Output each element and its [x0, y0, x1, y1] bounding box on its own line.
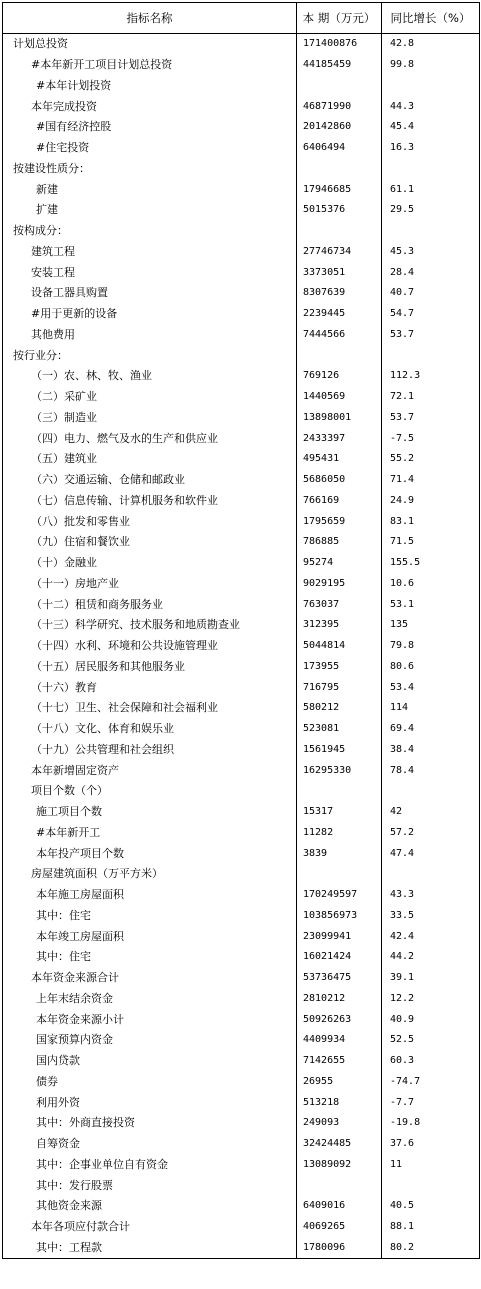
indicator-name-cell: 按行业分：	[3, 345, 297, 366]
table-row	[3, 719, 480, 740]
growth-rate-cell: 52.5	[382, 1030, 480, 1051]
growth-rate-cell: 44.2	[382, 947, 480, 968]
table-row	[3, 989, 480, 1010]
table-row	[3, 885, 480, 906]
current-value-cell: 8307639	[297, 283, 382, 304]
table-row	[3, 76, 480, 97]
current-value-cell: 786885	[297, 532, 382, 553]
indicator-name-cell: 房屋建筑面积（万平方米）	[3, 864, 297, 885]
indicator-name-cell: 其中：工程款	[3, 1238, 297, 1259]
table-row	[3, 677, 480, 698]
table-row	[3, 221, 480, 242]
growth-rate-cell: 53.1	[382, 594, 480, 615]
indicator-name-cell: 本年投产项目个数	[3, 843, 297, 864]
growth-rate-cell: 80.6	[382, 657, 480, 678]
growth-rate-cell: 55.2	[382, 449, 480, 470]
indicator-name-cell: 安装工程	[3, 262, 297, 283]
current-value-cell: 6409016	[297, 1196, 382, 1217]
growth-rate-cell	[382, 159, 480, 180]
table-row	[3, 843, 480, 864]
current-value-cell: 1795659	[297, 511, 382, 532]
table-row	[3, 864, 480, 885]
current-value-cell	[297, 781, 382, 802]
table-row	[3, 574, 480, 595]
table-body	[3, 34, 480, 1259]
current-value-cell: 17946685	[297, 179, 382, 200]
current-value-cell: 50926263	[297, 1009, 382, 1030]
indicator-name-cell: 计划总投资	[3, 34, 297, 55]
indicator-name-cell: （二）采矿业	[3, 387, 297, 408]
indicator-name-cell: 本年资金来源小计	[3, 1009, 297, 1030]
growth-rate-cell: 12.2	[382, 989, 480, 1010]
current-value-cell: 32424485	[297, 1134, 382, 1155]
growth-rate-cell: 69.4	[382, 719, 480, 740]
current-value-cell: 2433397	[297, 428, 382, 449]
growth-rate-cell: 42.4	[382, 926, 480, 947]
growth-rate-cell: 39.1	[382, 968, 480, 989]
current-value-cell: 15317	[297, 802, 382, 823]
table-row	[3, 781, 480, 802]
indicator-name-cell: 新建	[3, 179, 297, 200]
indicator-name-cell: 本年各项应付款合计	[3, 1217, 297, 1238]
growth-rate-cell: 24.9	[382, 491, 480, 512]
growth-rate-cell: 53.4	[382, 677, 480, 698]
table-row	[3, 96, 480, 117]
current-value-cell	[297, 1175, 382, 1196]
table-row	[3, 262, 480, 283]
indicator-name-cell: #本年新开工项目计划总投资	[3, 55, 297, 76]
growth-rate-cell: 44.3	[382, 96, 480, 117]
current-value-cell: 170249597	[297, 885, 382, 906]
indicator-name-cell: 设备工器具购置	[3, 283, 297, 304]
growth-rate-cell: 71.4	[382, 470, 480, 491]
growth-rate-cell: -19.8	[382, 1113, 480, 1134]
current-value-cell: 9029195	[297, 574, 382, 595]
current-value-cell: 53736475	[297, 968, 382, 989]
table-row	[3, 947, 480, 968]
table-row	[3, 532, 480, 553]
table-row	[3, 553, 480, 574]
growth-rate-cell: 72.1	[382, 387, 480, 408]
table-row	[3, 159, 480, 180]
growth-rate-cell: 42	[382, 802, 480, 823]
table-row	[3, 511, 480, 532]
table-row	[3, 304, 480, 325]
growth-rate-cell: 47.4	[382, 843, 480, 864]
indicator-name-cell: （十）金融业	[3, 553, 297, 574]
table-row	[3, 657, 480, 678]
table-row	[3, 1217, 480, 1238]
indicator-name-cell: （一）农、林、牧、渔业	[3, 366, 297, 387]
indicator-name-cell: 扩建	[3, 200, 297, 221]
current-value-cell: 13089092	[297, 1155, 382, 1176]
growth-rate-cell	[382, 781, 480, 802]
indicator-name-cell: 其中：住宅	[3, 906, 297, 927]
indicator-name-cell: （十一）房地产业	[3, 574, 297, 595]
table-row	[3, 1134, 480, 1155]
growth-rate-cell: 88.1	[382, 1217, 480, 1238]
indicator-name-cell: （十四）水利、环境和公共设施管理业	[3, 636, 297, 657]
yoy-growth-header: 同比增长（%）	[382, 3, 480, 34]
indicator-name-cell: #本年新开工	[3, 823, 297, 844]
current-value-cell: 11282	[297, 823, 382, 844]
current-value-cell: 5015376	[297, 200, 382, 221]
table-row	[3, 636, 480, 657]
table-row	[3, 1092, 480, 1113]
table-row	[3, 34, 480, 55]
table-row	[3, 138, 480, 159]
growth-rate-cell: 60.3	[382, 1051, 480, 1072]
table-row	[3, 325, 480, 346]
current-value-cell: 46871990	[297, 96, 382, 117]
current-value-cell	[297, 159, 382, 180]
current-value-cell: 1440569	[297, 387, 382, 408]
indicator-name-cell: 施工项目个数	[3, 802, 297, 823]
current-value-cell: 763037	[297, 594, 382, 615]
current-value-cell: 769126	[297, 366, 382, 387]
indicator-name-cell: 其中：外商直接投资	[3, 1113, 297, 1134]
current-value-cell	[297, 864, 382, 885]
current-value-cell: 20142860	[297, 117, 382, 138]
indicator-name-cell: #用于更新的设备	[3, 304, 297, 325]
indicator-name-cell: 国家预算内资金	[3, 1030, 297, 1051]
indicator-name-cell: #国有经济控股	[3, 117, 297, 138]
indicator-name-cell: 本年竣工房屋面积	[3, 926, 297, 947]
current-value-cell: 6406494	[297, 138, 382, 159]
growth-rate-cell: -74.7	[382, 1072, 480, 1093]
growth-rate-cell: 155.5	[382, 553, 480, 574]
header-row	[3, 3, 480, 34]
indicator-name-cell: （九）住宿和餐饮业	[3, 532, 297, 553]
indicator-name-cell: 利用外资	[3, 1092, 297, 1113]
growth-rate-cell: 61.1	[382, 179, 480, 200]
growth-rate-cell: 38.4	[382, 740, 480, 761]
indicator-name-cell: （十五）居民服务和其他服务业	[3, 657, 297, 678]
current-value-cell: 3839	[297, 843, 382, 864]
growth-rate-cell: 78.4	[382, 760, 480, 781]
growth-rate-cell: 37.6	[382, 1134, 480, 1155]
statistics-table-container	[2, 2, 479, 1259]
indicator-name-header: 指标名称	[3, 3, 297, 34]
current-value-cell: 173955	[297, 657, 382, 678]
growth-rate-cell: 83.1	[382, 511, 480, 532]
growth-rate-cell: 16.3	[382, 138, 480, 159]
indicator-name-cell: （十七）卫生、社会保障和社会福利业	[3, 698, 297, 719]
table-row	[3, 117, 480, 138]
current-value-cell: 4069265	[297, 1217, 382, 1238]
growth-rate-cell: -7.7	[382, 1092, 480, 1113]
current-value-cell: 3373051	[297, 262, 382, 283]
indicator-name-cell: 国内贷款	[3, 1051, 297, 1072]
current-value-cell: 249093	[297, 1113, 382, 1134]
indicator-name-cell: （八）批发和零售业	[3, 511, 297, 532]
table-row	[3, 802, 480, 823]
growth-rate-cell	[382, 76, 480, 97]
indicator-name-cell: #本年计划投资	[3, 76, 297, 97]
current-period-header: 本 期（万元）	[297, 3, 382, 34]
growth-rate-cell: 53.7	[382, 408, 480, 429]
growth-rate-cell: 99.8	[382, 55, 480, 76]
current-value-cell: 513218	[297, 1092, 382, 1113]
current-value-cell: 2239445	[297, 304, 382, 325]
current-value-cell: 16295330	[297, 760, 382, 781]
table-row	[3, 1238, 480, 1259]
indicator-name-cell: 其中：企事业单位自有资金	[3, 1155, 297, 1176]
current-value-cell	[297, 221, 382, 242]
table-row	[3, 179, 480, 200]
table-row	[3, 968, 480, 989]
table-row	[3, 283, 480, 304]
table-row	[3, 1113, 480, 1134]
table-row	[3, 926, 480, 947]
current-value-cell: 27746734	[297, 242, 382, 263]
table-row	[3, 1030, 480, 1051]
current-value-cell: 312395	[297, 615, 382, 636]
indicator-name-cell: 其他资金来源	[3, 1196, 297, 1217]
current-value-cell: 7444566	[297, 325, 382, 346]
indicator-name-cell: 自筹资金	[3, 1134, 297, 1155]
indicator-name-cell: 上年末结余资金	[3, 989, 297, 1010]
indicator-name-cell: 其中：住宅	[3, 947, 297, 968]
indicator-name-cell: 建筑工程	[3, 242, 297, 263]
growth-rate-cell: 40.9	[382, 1009, 480, 1030]
growth-rate-cell: 114	[382, 698, 480, 719]
indicator-name-cell: （十九）公共管理和社会组织	[3, 740, 297, 761]
current-value-cell	[297, 345, 382, 366]
table-row	[3, 55, 480, 76]
table-row	[3, 428, 480, 449]
current-value-cell: 716795	[297, 677, 382, 698]
growth-rate-cell: 57.2	[382, 823, 480, 844]
indicator-name-cell: （六）交通运输、仓储和邮政业	[3, 470, 297, 491]
indicator-name-cell: 项目个数（个）	[3, 781, 297, 802]
table-row	[3, 906, 480, 927]
table-row	[3, 470, 480, 491]
table-row	[3, 594, 480, 615]
growth-rate-cell	[382, 864, 480, 885]
indicator-name-cell: 本年完成投资	[3, 96, 297, 117]
indicator-name-cell: 本年施工房屋面积	[3, 885, 297, 906]
growth-rate-cell: 45.3	[382, 242, 480, 263]
current-value-cell: 5044814	[297, 636, 382, 657]
growth-rate-cell: 40.7	[382, 283, 480, 304]
table-row	[3, 698, 480, 719]
current-value-cell: 95274	[297, 553, 382, 574]
indicator-name-cell: （三）制造业	[3, 408, 297, 429]
table-row	[3, 242, 480, 263]
table-row	[3, 449, 480, 470]
growth-rate-cell: 40.5	[382, 1196, 480, 1217]
growth-rate-cell: 79.8	[382, 636, 480, 657]
growth-rate-cell: 33.5	[382, 906, 480, 927]
investment-statistics-table	[2, 2, 480, 1259]
indicator-name-cell: 按建设性质分：	[3, 159, 297, 180]
indicator-name-cell: （四）电力、燃气及水的生产和供应业	[3, 428, 297, 449]
table-row	[3, 387, 480, 408]
growth-rate-cell	[382, 345, 480, 366]
current-value-cell: 26955	[297, 1072, 382, 1093]
table-row	[3, 408, 480, 429]
growth-rate-cell: 42.8	[382, 34, 480, 55]
growth-rate-cell: 80.2	[382, 1238, 480, 1259]
indicator-name-cell: 按构成分：	[3, 221, 297, 242]
indicator-name-cell: 本年资金来源合计	[3, 968, 297, 989]
current-value-cell	[297, 76, 382, 97]
current-value-cell: 16021424	[297, 947, 382, 968]
indicator-name-cell: （十三）科学研究、技术服务和地质勘查业	[3, 615, 297, 636]
table-row	[3, 345, 480, 366]
current-value-cell: 580212	[297, 698, 382, 719]
table-row	[3, 1051, 480, 1072]
growth-rate-cell: 43.3	[382, 885, 480, 906]
indicator-name-cell: （十六）教育	[3, 677, 297, 698]
growth-rate-cell: 10.6	[382, 574, 480, 595]
growth-rate-cell: 71.5	[382, 532, 480, 553]
current-value-cell: 13898001	[297, 408, 382, 429]
indicator-name-cell: （五）建筑业	[3, 449, 297, 470]
table-row	[3, 366, 480, 387]
indicator-name-cell: 其中：发行股票	[3, 1175, 297, 1196]
current-value-cell: 171400876	[297, 34, 382, 55]
current-value-cell: 1561945	[297, 740, 382, 761]
current-value-cell: 5686050	[297, 470, 382, 491]
table-row	[3, 491, 480, 512]
indicator-name-cell: （十八）文化、体育和娱乐业	[3, 719, 297, 740]
table-row	[3, 1009, 480, 1030]
growth-rate-cell: 53.7	[382, 325, 480, 346]
table-row	[3, 1072, 480, 1093]
table-row	[3, 823, 480, 844]
growth-rate-cell	[382, 1175, 480, 1196]
table-row	[3, 200, 480, 221]
growth-rate-cell: 54.7	[382, 304, 480, 325]
table-row	[3, 615, 480, 636]
indicator-name-cell: （七）信息传输、计算机服务和软件业	[3, 491, 297, 512]
growth-rate-cell: 11	[382, 1155, 480, 1176]
growth-rate-cell: 29.5	[382, 200, 480, 221]
current-value-cell: 44185459	[297, 55, 382, 76]
table-row	[3, 1196, 480, 1217]
table-row	[3, 1175, 480, 1196]
indicator-name-cell: 债券	[3, 1072, 297, 1093]
growth-rate-cell: 135	[382, 615, 480, 636]
indicator-name-cell: 其他费用	[3, 325, 297, 346]
current-value-cell: 523081	[297, 719, 382, 740]
growth-rate-cell	[382, 221, 480, 242]
current-value-cell: 103856973	[297, 906, 382, 927]
growth-rate-cell: 28.4	[382, 262, 480, 283]
table-row	[3, 740, 480, 761]
current-value-cell: 766169	[297, 491, 382, 512]
current-value-cell: 2810212	[297, 989, 382, 1010]
current-value-cell: 23099941	[297, 926, 382, 947]
indicator-name-cell: #住宅投资	[3, 138, 297, 159]
growth-rate-cell: 112.3	[382, 366, 480, 387]
current-value-cell: 7142655	[297, 1051, 382, 1072]
current-value-cell: 495431	[297, 449, 382, 470]
growth-rate-cell: 45.4	[382, 117, 480, 138]
table-row	[3, 760, 480, 781]
current-value-cell: 4409934	[297, 1030, 382, 1051]
indicator-name-cell: （十二）租赁和商务服务业	[3, 594, 297, 615]
table-header	[3, 3, 480, 34]
indicator-name-cell: 本年新增固定资产	[3, 760, 297, 781]
current-value-cell: 1780096	[297, 1238, 382, 1259]
growth-rate-cell: -7.5	[382, 428, 480, 449]
table-row	[3, 1155, 480, 1176]
